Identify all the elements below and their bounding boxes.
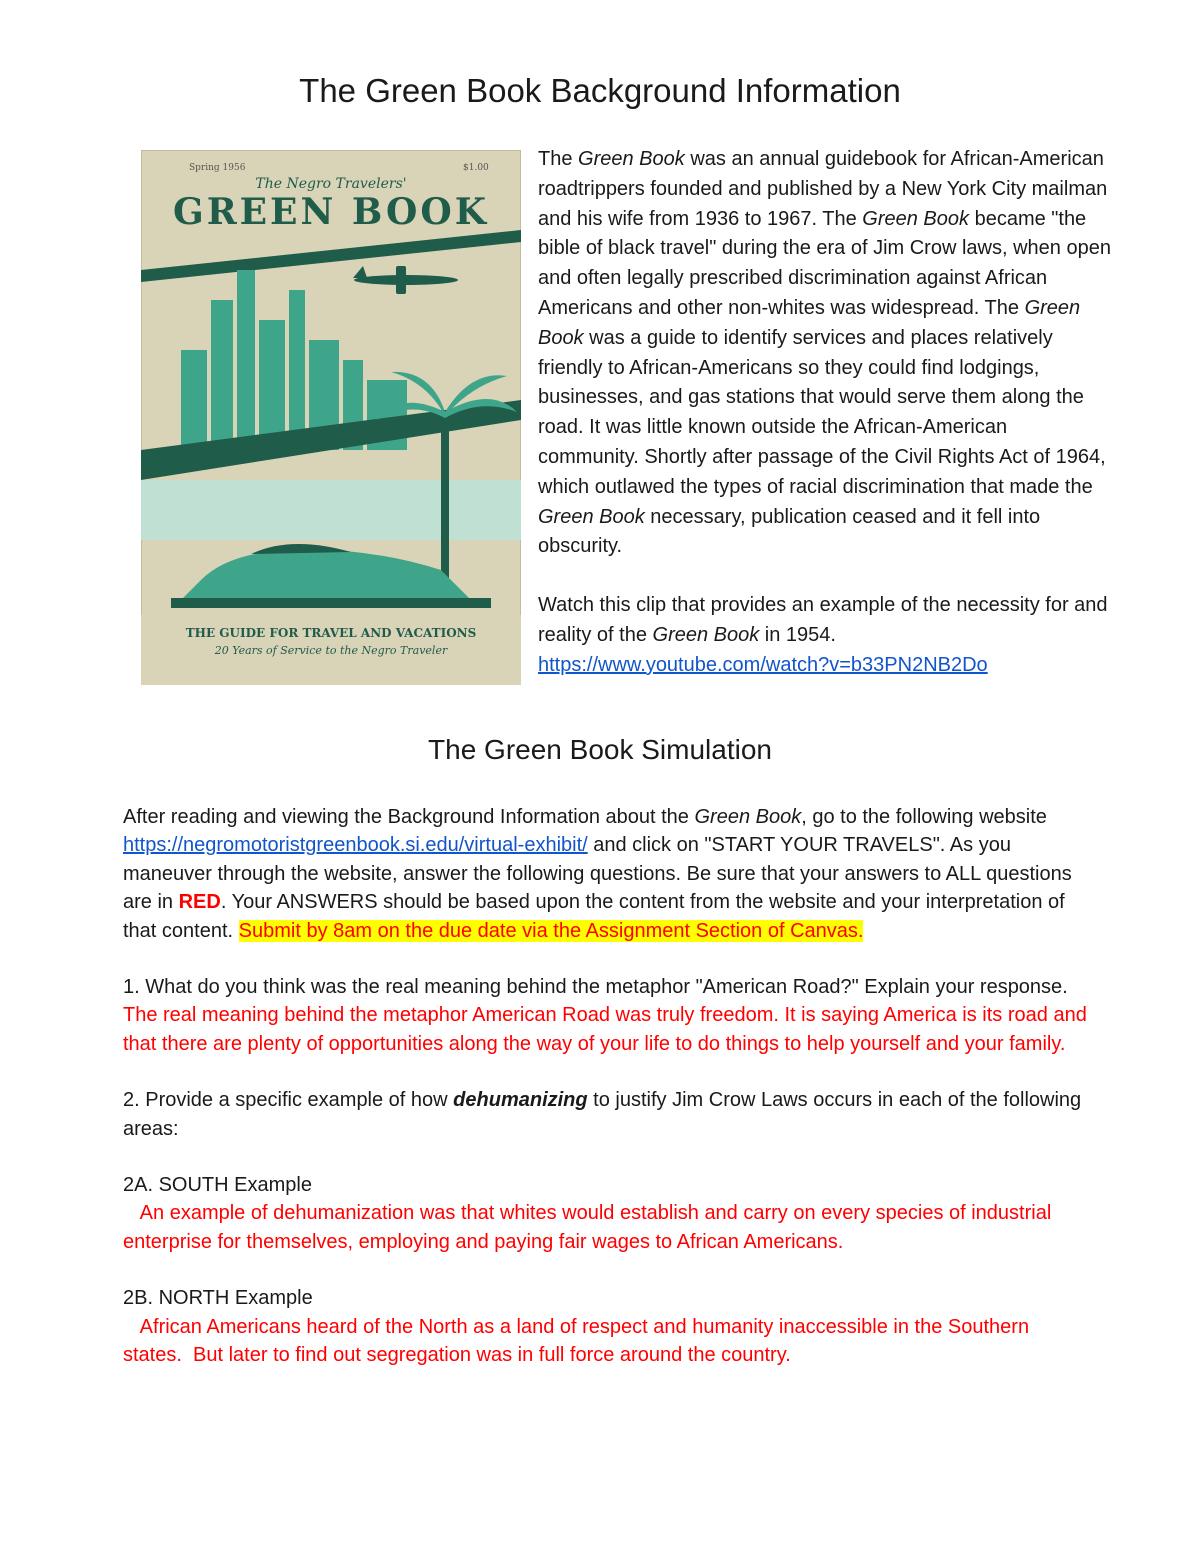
submission-note: Submit by 8am on the due date via the Assignment Section of Canvas.: [238, 919, 864, 942]
cover-tagline-2: 20 Years of Service to the Negro Traveler: [214, 644, 448, 657]
question-2: 2. Provide a specific example of how dehumanizing to justify Jim Crow Laws occurs in each of the following areas:: [123, 1089, 1082, 1140]
exhibit-link[interactable]: https://negromotoristgreenbook.si.edu/virtual-exhibit/: [123, 834, 588, 857]
cover-price: $1.00: [463, 163, 489, 173]
intro-paragraph: The Green Book was an annual guidebook for African-American roadtrippers founded and published by a New York City mailman and his wife from 1936 to 1967. The Green Book became "the bible of black travel" during the era of Jim Crow laws, when open and often legally prescribed discrimination against African Americans and other non-whites was widespread. The Green Book was a guide to identify services and places relatively friendly to African-Americans so they could find lodgings, businesses, and gas stations that would serve them along the road. It was little known outside the African-American community. Shortly after passage of the Civil Rights Act of 1964, which outlawed the types of racial discrimination that made the Green Book necessary, publication ceased and it fell into obscurity.: [538, 148, 1111, 558]
question-2a-label: 2A. SOUTH Example: [123, 1174, 312, 1197]
cover-tagline: THE GUIDE FOR TRAVEL AND VACATIONS: [185, 626, 477, 640]
page-title: The Green Book Background Information: [299, 72, 901, 109]
clip-paragraph: Watch this clip that provides an example of the necessity for and reality of the Green Book in 1954. https://www.youtube.com/watch?v=b33PN2NB2Do: [538, 594, 1108, 676]
cover-name: GREEN BOOK: [172, 191, 490, 233]
answer-2a: An example of dehumanization was that whites would establish and carry on every species of industrial enterprise for themselves, employing and paying fair wages to African Americans.: [123, 1202, 1057, 1253]
cover-subtitle: The Negro Travelers': [255, 176, 407, 192]
answer-1: The real meaning behind the metaphor American Road was truly freedom. It is saying America is its road and that there are plenty of opportunities along the way of your life to do things to help yourself and your family.: [123, 1004, 1087, 1055]
youtube-link[interactable]: https://www.youtube.com/watch?v=b33PN2NB2Do: [538, 653, 988, 676]
instructions-paragraph: After reading and viewing the Background Information about the Green Book, go to the following website https://negromotoristgreenbook.si.edu/virtual-exhibit/ and click on "START YOUR TRAVELS". As you maneuver through the website, answer the following questions. Be sure that your answers to ALL questions are in RED. Your ANSWERS should be based upon the content from the website and your interpretation of that content. Submit by 8am on the due date via the Assignment Section of Canvas.: [123, 806, 1072, 942]
question-2b-label: 2B. NORTH Example: [123, 1287, 313, 1310]
background-text: [538, 145, 1113, 681]
answer-2b: African Americans heard of the North as a land of respect and humanity inaccessible in the Southern states. But later to find out segregation was in full force around the country.: [123, 1315, 1035, 1367]
question-1: 1. What do you think was the real meaning behind the metaphor "American Road?" Explain your response.: [123, 976, 1068, 999]
simulation-body: [123, 803, 1088, 1370]
green-book-cover-image: [141, 150, 521, 685]
simulation-title: The Green Book Simulation: [428, 734, 772, 765]
cover-season: Spring 1956: [189, 163, 246, 173]
